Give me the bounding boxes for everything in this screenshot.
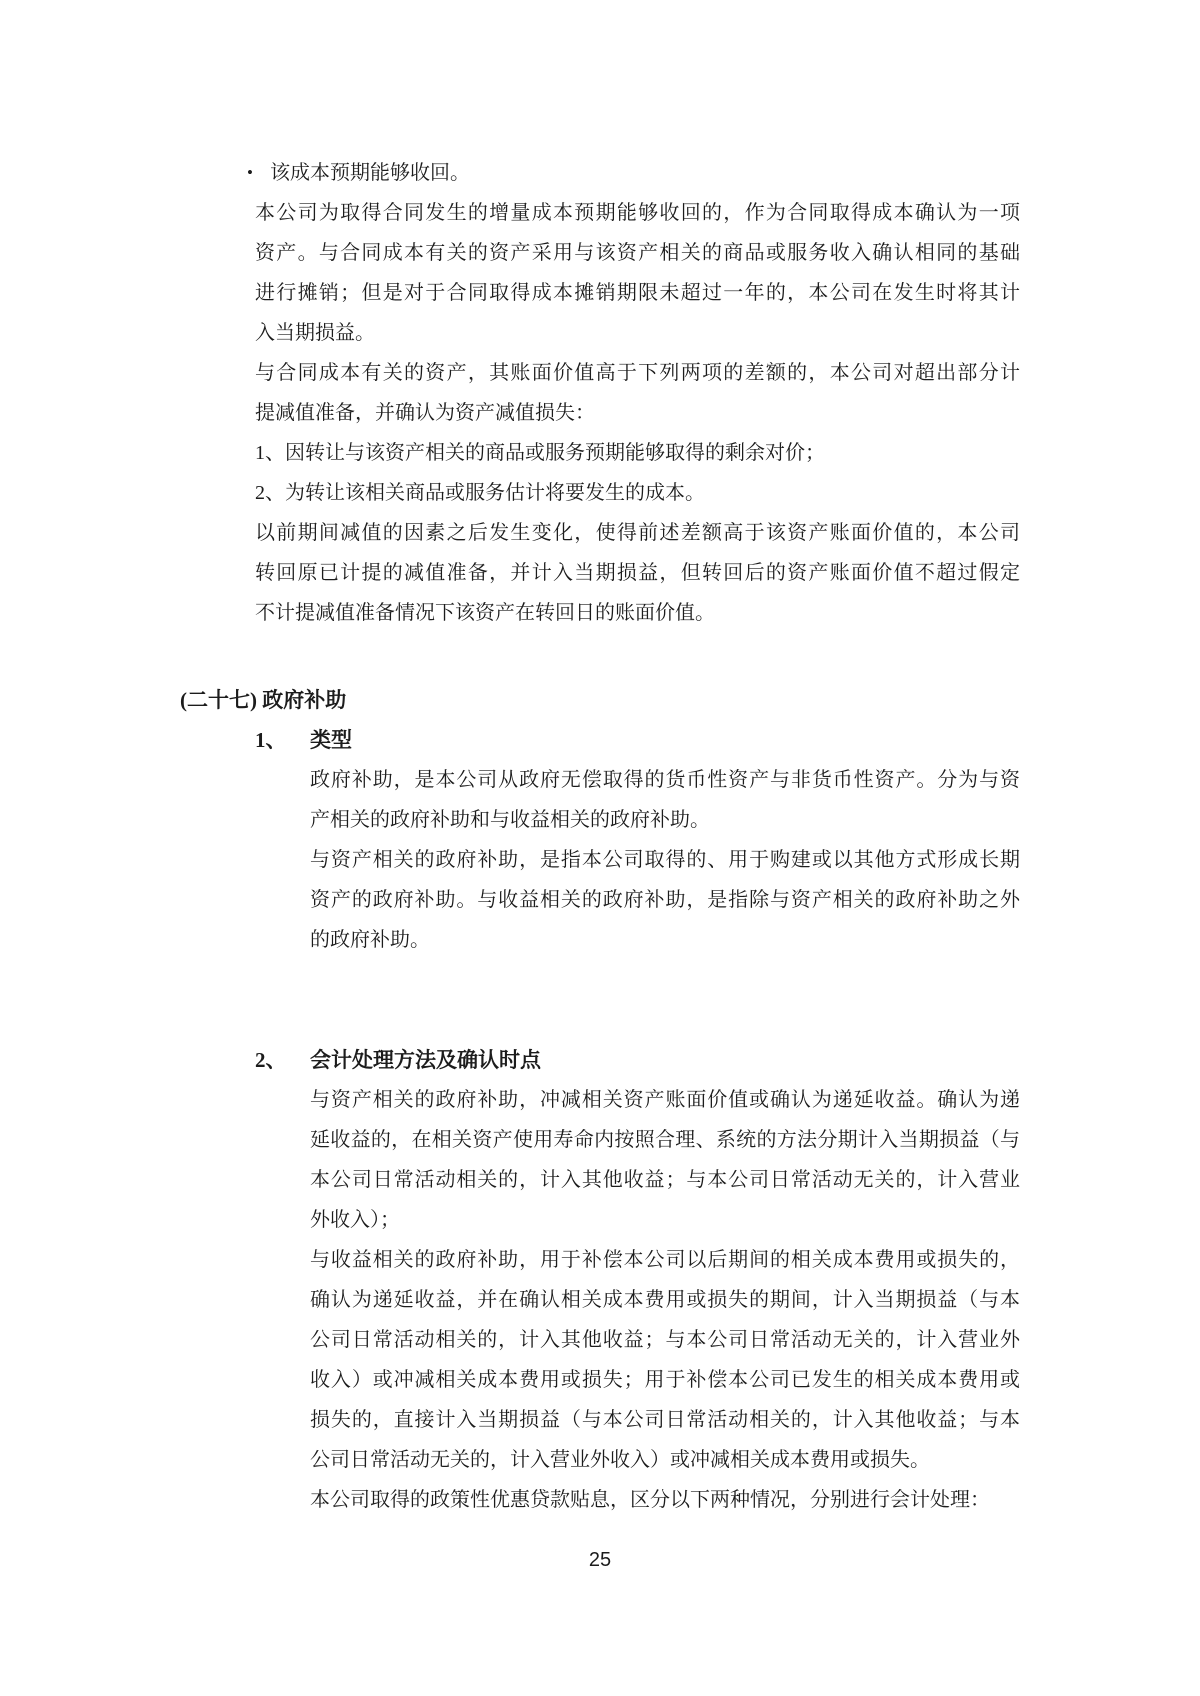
text-line: 本公司为取得合同发生的增量成本预期能够收回的，作为合同取得成本确认为一项 — [255, 202, 1020, 224]
text-line: 提减值准备，并确认为资产减值损失： — [255, 402, 595, 424]
paragraph-reversal — [0, 513, 1200, 633]
text-line: 公司日常活动无关的，计入营业外收入）或冲减相关成本费用或损失。 — [310, 1449, 930, 1471]
subsection-number: 2、 — [255, 1048, 287, 1072]
paragraph-subsidy-types — [0, 840, 1200, 960]
page-number: 25 — [588, 1549, 612, 1571]
text-line: 与资产相关的政府补助，是指本公司取得的、用于购建或以其他方式形成长期 — [310, 849, 1020, 871]
text-line: 的政府补助。 — [310, 929, 430, 951]
bullet-item-text: 该成本预期能够收回。 — [270, 162, 470, 184]
text-line: 与资产相关的政府补助，冲减相关资产账面价值或确认为递延收益。确认为递 — [310, 1089, 1020, 1111]
document-body — [0, 153, 1200, 1520]
vertical-spacer — [0, 960, 1200, 1040]
text-line: 本公司日常活动相关的，计入其他收益；与本公司日常活动无关的，计入营业 — [310, 1169, 1020, 1191]
text-line: 入当期损益。 — [255, 322, 375, 344]
section-heading-27: (二十七) 政府补助 — [180, 688, 347, 712]
subsection-number: 1、 — [255, 728, 287, 752]
subsection-heading-1 — [255, 720, 1200, 760]
numbered-item-2: 2、为转让该相关商品或服务估计将要发生的成本。 — [255, 482, 705, 504]
text-line: 以前期间减值的因素之后发生变化，使得前述差额高于该资产账面价值的，本公司 — [255, 522, 1020, 544]
paragraph-loan-discount — [0, 1480, 1200, 1520]
text-line: 产相关的政府补助和与收益相关的政府补助。 — [310, 809, 710, 831]
text-line: 收入）或冲减相关成本费用或损失；用于补偿本公司已发生的相关成本费用或 — [310, 1369, 1020, 1391]
text-line: 确认为递延收益，并在确认相关成本费用或损失的期间，计入当期损益（与本 — [310, 1289, 1020, 1311]
text-line: 资产。与合同成本有关的资产采用与该资产相关的商品或服务收入确认相同的基础 — [255, 242, 1020, 264]
text-line: 转回原已计提的减值准备，并计入当期损益，但转回后的资产账面价值不超过假定 — [255, 562, 1020, 584]
paragraph-income-subsidy-accounting — [0, 1240, 1200, 1480]
paragraph-contract-cost — [0, 193, 1200, 353]
paragraph-asset-subsidy-accounting — [0, 1080, 1200, 1240]
text-line: 延收益的，在相关资产使用寿命内按照合理、系统的方法分期计入当期损益（与 — [310, 1129, 1020, 1151]
text-line: 外收入）； — [310, 1209, 400, 1231]
text-line: 公司日常活动相关的，计入其他收益；与本公司日常活动无关的，计入营业外 — [310, 1329, 1020, 1351]
paragraph-impairment — [0, 353, 1200, 433]
text-line: 与收益相关的政府补助，用于补偿本公司以后期间的相关成本费用或损失的， — [310, 1249, 1020, 1271]
bullet-icon: • — [247, 163, 253, 182]
text-line: 不计提减值准备情况下该资产在转回日的账面价值。 — [255, 602, 715, 624]
bullet-list-item — [247, 153, 1020, 193]
subsection-title: 类型 — [310, 728, 352, 752]
paragraph-subsidy-definition — [0, 760, 1200, 840]
numbered-item-1: 1、因转让与该资产相关的商品或服务预期能够取得的剩余对价； — [255, 442, 825, 464]
text-line: 损失的，直接计入当期损益（与本公司日常活动相关的，计入其他收益；与本 — [310, 1409, 1020, 1431]
text-line: 政府补助，是本公司从政府无偿取得的货币性资产与非货币性资产。分为与资 — [310, 769, 1020, 791]
subsection-title: 会计处理方法及确认时点 — [310, 1048, 541, 1072]
text-line: 进行摊销；但是对于合同取得成本摊销期限未超过一年的，本公司在发生时将其计 — [255, 282, 1020, 304]
text-line: 本公司取得的政策性优惠贷款贴息，区分以下两种情况，分别进行会计处理： — [310, 1489, 990, 1511]
text-line: 资产的政府补助。与收益相关的政府补助，是指除与资产相关的政府补助之外 — [310, 889, 1020, 911]
text-line: 与合同成本有关的资产，其账面价值高于下列两项的差额的，本公司对超出部分计 — [255, 362, 1020, 384]
subsection-heading-2 — [255, 1040, 1200, 1080]
